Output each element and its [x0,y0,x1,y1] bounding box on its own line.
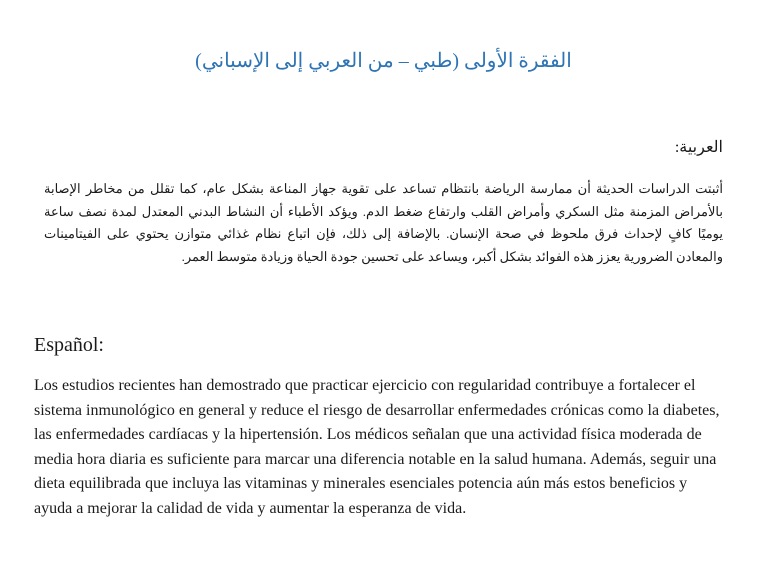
spanish-section-heading: Español: [34,334,104,356]
page-title: الفقرة الأولى (طبي – من العربي إلى الإسباني) [195,50,572,72]
arabic-paragraph: أثبتت الدراسات الحديثة أن ممارسة الرياضة بانتظام تساعد على تقوية جهاز المناعة بشكل عام، كما تقلل من مخاطر الإصابة بالأمراض المزمنة مثل السكري وأمراض القلب وارتفاع ضغط الدم. ويؤكد الأطباء أن النشاط البدني المعتدل لمدة نصف ساعة يوميًا كافٍ لإحداث فرق ملحوظ في صحة الإنسان. بالإضافة إلى ذلك، فإن اتباع نظام غذائي متوازن يحتوي على الفيتامينات والمعادن الضرورية يعزز هذه الفوائد بشكل أكبر، ويساعد على تحسين جودة الحياة وزيادة متوسط العمر. [44,181,723,264]
arabic-section-heading: العربية: [674,139,723,156]
spanish-paragraph: Los estudios recientes han demostrado que practicar ejercicio con regularidad contribuye a fortalecer el sistema inmunológico en general y reduce el riesgo de desarrollar enfermedades crónicas como la diabetes, las enfermedades cardíacas y la hipertensión. Los médicos señalan que una actividad física moderada de media hora diaria es suficiente para marcar una diferencia notable en la salud humana. Además, seguir una dieta equilibrada que incluya las vitaminas y minerales esenciales potencia aún más estos beneficios y ayuda a mejorar la calidad de vida y aumentar la esperanza de vida. [34,377,720,517]
